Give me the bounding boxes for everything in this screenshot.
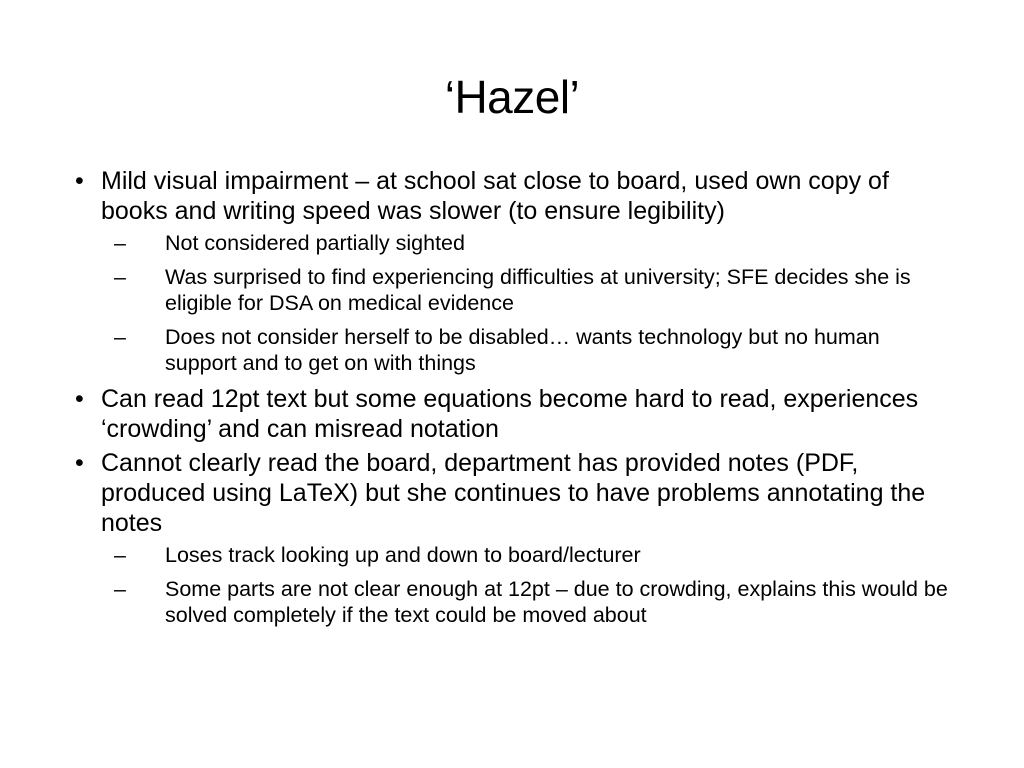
sub-bullet-text: Loses track looking up and down to board/lecturer: [165, 543, 641, 567]
sub-bullet-text: Some parts are not clear enough at 12pt – due to crowding, explains this would be solved completely if the text could be moved about: [165, 577, 948, 627]
sub-bullet-text: Was surprised to find experiencing difficulties at university; SFE decides she is eligible for DSA on medical evidence: [165, 265, 911, 315]
bullet-text: Mild visual impairment – at school sat close to board, used own copy of books and writing speed was slower (to ensure legibility): [101, 167, 889, 225]
bullet-text: Can read 12pt text but some equations become hard to read, experiences ‘crowding’ and can misread notation: [101, 385, 919, 443]
slide-body: [75, 166, 955, 636]
sub-bullet-1-1: [114, 230, 955, 256]
sub-bullet-3-2: [114, 576, 955, 628]
bullet-marker: •: [75, 167, 84, 195]
dash-marker: –: [114, 577, 126, 601]
sub-bullet-text: Does not consider herself to be disabled… wants technology but no human support and to get on with things: [165, 325, 880, 375]
dash-marker: –: [114, 543, 126, 567]
bullet-text: Cannot clearly read the board, department has provided notes (PDF, produced using LaTeX) but she continues to have problems annotating the notes: [101, 449, 926, 537]
slide-title: ‘Hazel’: [444, 71, 580, 123]
bullet-marker: •: [75, 385, 84, 413]
dash-marker: –: [114, 265, 126, 289]
sub-bullet-3-1: [114, 542, 955, 568]
dash-marker: –: [114, 231, 126, 255]
bullet-marker: •: [75, 449, 84, 477]
sub-bullet-text: Not considered partially sighted: [165, 231, 465, 255]
sub-bullet-1-2: [114, 264, 955, 316]
sub-bullet-1-3: [114, 324, 955, 376]
bullet-item-2: [75, 384, 955, 444]
bullet-item-1: [75, 166, 955, 226]
bullet-item-3: [75, 448, 955, 538]
dash-marker: –: [114, 325, 126, 349]
